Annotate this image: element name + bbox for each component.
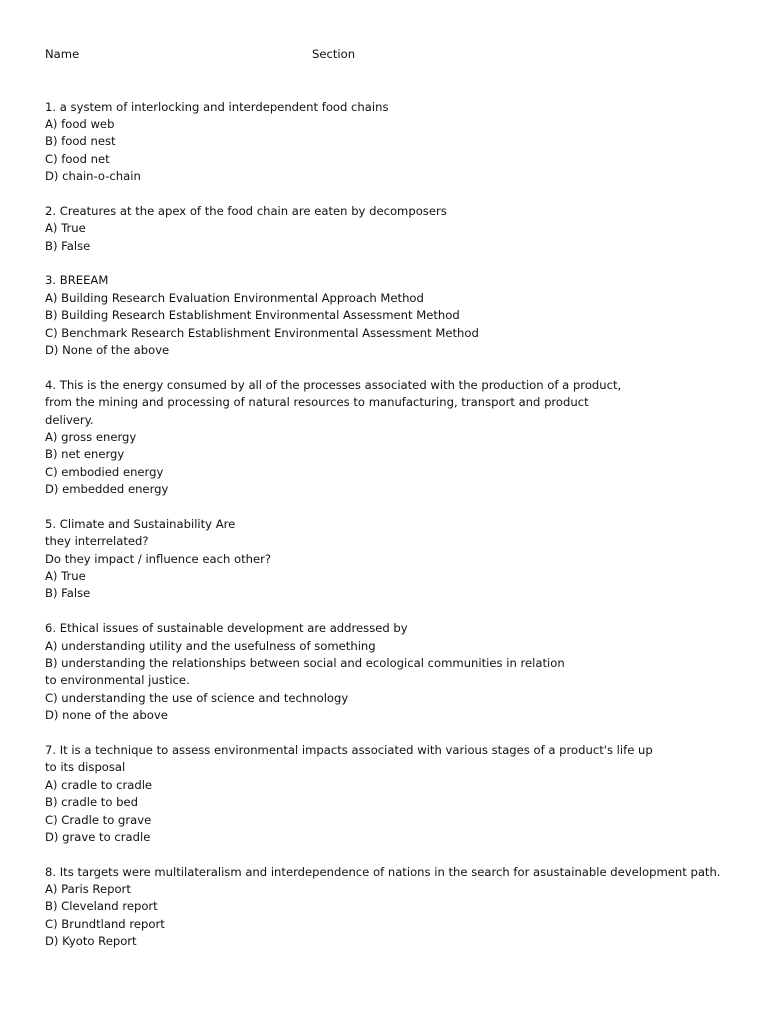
question-3 bbox=[45, 272, 745, 359]
answer-option: A) Paris Report bbox=[45, 882, 131, 897]
question-text-line: 3. BREEAM bbox=[45, 273, 109, 288]
question-text-line: 5. Climate and Sustainability Are bbox=[45, 516, 236, 531]
answer-option: D) none of the above bbox=[45, 708, 168, 723]
question-5 bbox=[45, 516, 745, 603]
name-label: Name bbox=[45, 47, 80, 61]
answer-option: A) True bbox=[45, 221, 86, 236]
question-text-line: 4. This is the energy consumed by all of the processes associated with the production of a product, bbox=[45, 377, 622, 392]
answer-option: D) grave to cradle bbox=[45, 829, 151, 844]
answer-option: C) Cradle to grave bbox=[45, 812, 152, 827]
answer-option: B) Cleveland report bbox=[45, 899, 158, 914]
answer-option: A) cradle to cradle bbox=[45, 777, 153, 792]
answer-option: B) Building Research Establishment Environmental Assessment Method bbox=[45, 308, 460, 323]
question-text-line: 1. a system of interlocking and interdependent food chains bbox=[45, 99, 389, 114]
question-text-line: from the mining and processing of natural resources to manufacturing, transport and product bbox=[45, 395, 589, 410]
answer-option: C) Benchmark Research Establishment Environmental Assessment Method bbox=[45, 325, 479, 340]
question-text-line: 2. Creatures at the apex of the food chain are eaten by decomposers bbox=[45, 203, 447, 218]
question-2 bbox=[45, 203, 745, 255]
question-list bbox=[45, 99, 745, 969]
answer-option: C) understanding the use of science and technology bbox=[45, 690, 349, 705]
answer-option: B) understanding the relationships between social and ecological communities in relation bbox=[45, 656, 565, 670]
answer-option: B) cradle to bed bbox=[45, 795, 138, 810]
answer-option: C) embodied energy bbox=[45, 464, 164, 479]
answer-option: A) True bbox=[45, 569, 86, 584]
question-1 bbox=[45, 99, 745, 186]
answer-option: B) False bbox=[45, 238, 91, 253]
answer-option: B) False bbox=[45, 586, 91, 601]
answer-option: A) Building Research Evaluation Environmental Approach Method bbox=[45, 290, 424, 305]
answer-option: A) food web bbox=[45, 116, 115, 131]
answer-option: to environmental justice. bbox=[45, 673, 190, 688]
answer-option: D) embedded energy bbox=[45, 482, 169, 497]
answer-option: D) Kyoto Report bbox=[45, 934, 137, 949]
question-text-line: delivery. bbox=[45, 412, 94, 427]
answer-option: D) None of the above bbox=[45, 342, 170, 357]
student-header bbox=[45, 46, 745, 64]
question-4 bbox=[45, 377, 745, 499]
question-text-line: Do they impact / influence each other? bbox=[45, 551, 272, 566]
question-6 bbox=[45, 620, 745, 724]
question-text-line: to its disposal bbox=[45, 760, 126, 775]
question-text-line: 8. Its targets were multilateralism and interdependence of nations in the search for asustainable development path. bbox=[45, 864, 721, 879]
answer-option: C) Brundtland report bbox=[45, 916, 165, 931]
question-text-line: 6. Ethical issues of sustainable development are addressed by bbox=[45, 621, 408, 636]
question-text-line: 7. It is a technique to assess environmental impacts associated with various stages of a product's life up bbox=[45, 742, 653, 757]
answer-option: A) gross energy bbox=[45, 429, 137, 444]
answer-option: B) net energy bbox=[45, 447, 125, 462]
section-label: Section bbox=[312, 47, 356, 61]
answer-option: D) chain-o-chain bbox=[45, 169, 141, 184]
answer-option: C) food net bbox=[45, 151, 110, 166]
question-8 bbox=[45, 864, 745, 951]
question-7 bbox=[45, 742, 745, 846]
question-text-line: they interrelated? bbox=[45, 534, 149, 549]
answer-option: A) understanding utility and the usefulness of something bbox=[45, 638, 376, 653]
answer-option: B) food nest bbox=[45, 134, 116, 149]
